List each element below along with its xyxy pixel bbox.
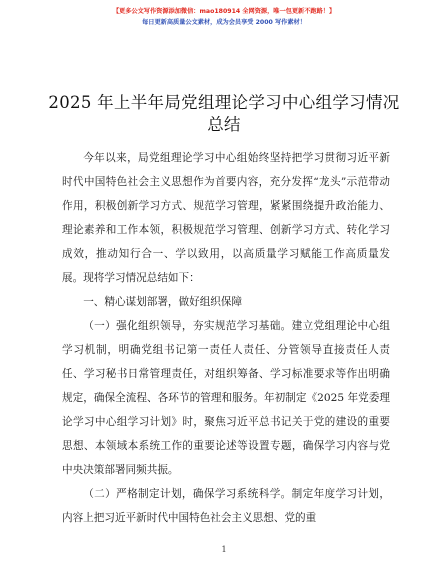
- document-title-line-1: 2025 年上半年局党组理论学习中心组学习情况: [48, 93, 400, 112]
- body-paragraph: （一）强化组织领导，夯实规范学习基础。建立党组理论中心组学习机制，明确党组书记第一责任人责任、分管领导直接责任人责任、学习秘书日常管理责任，对组织筹备、学习标准要求等作出明确规定，确保全流程、各环节的管理和服务。年初制定《2025 年党委理论学习中心组学习计划》时，聚焦习近平总书记关于党的建设的重要思想、本领域本系统工作的重要论述等设置专题，确保学习内容与党中央决策部署同频共振。: [62, 320, 390, 476]
- promo-banner-line-1: 【更多公文写作资源添加微信：mao180914 全网资源，唯一包更新不跑路！】: [112, 8, 336, 15]
- intro-paragraph: 今年以来，局党组理论学习中心组始终坚持把学习贯彻习近平新时代中国特色社会主义思想作为首要内容，充分发挥“龙头”示范带动作用，积极创新学习方式、规范学习管理，紧紧围绕提升政治能力、理论素养和工作本领，积极规范学习管理、创新学习方式、转化学习成效，推动知行合一、学以致用，以高质量学习赋能工作高质量发展。现将学习情况总结如下：: [62, 152, 390, 284]
- section-heading: 一、精心谋划部署，做好组织保障: [83, 296, 243, 308]
- document-body: [62, 146, 390, 530]
- body-paragraph: （二）严格制定计划，确保学习系统科学。制定年度学习计划，内容上把习近平新时代中国特色社会主义思想、党的重: [62, 488, 390, 524]
- promo-banner-line-2: 每日更新高质量公文素材，成为会员享受 2000 写作素材！: [142, 19, 306, 26]
- document-title-line-2: 总结: [207, 115, 241, 134]
- page-number: 1: [221, 545, 227, 554]
